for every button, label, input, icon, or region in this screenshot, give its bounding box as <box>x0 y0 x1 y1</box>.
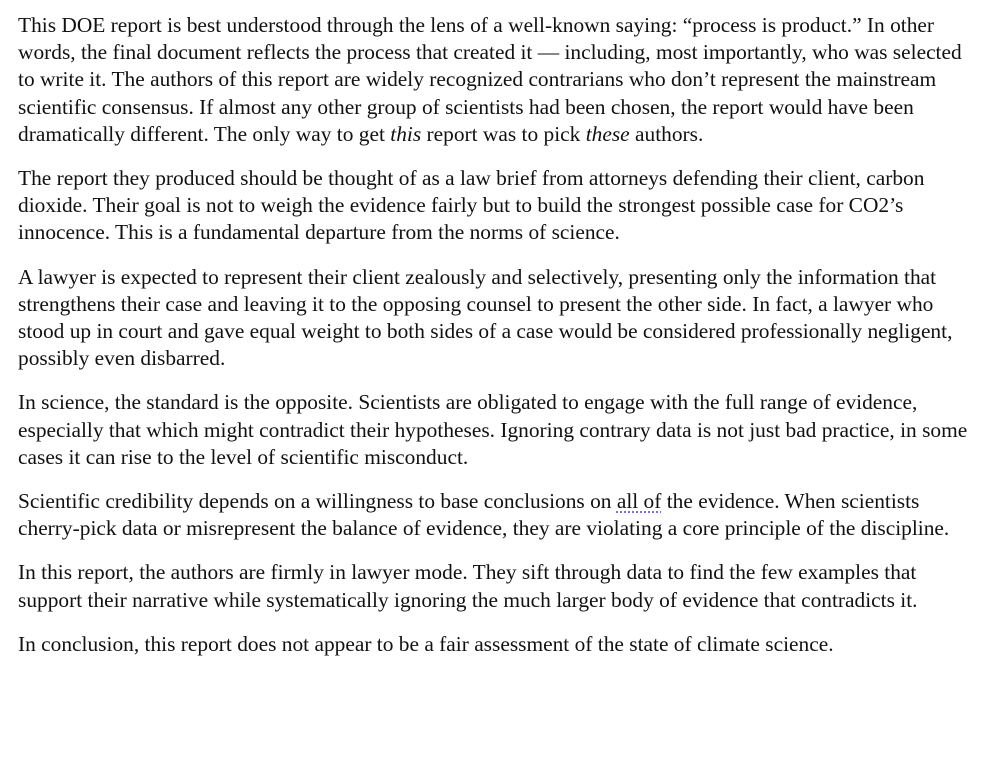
paragraph-7: In conclusion, this report does not appear to be a fair assessment of the state of climate science. <box>18 631 834 656</box>
paragraph-1-text-b: report was to pick <box>421 121 586 146</box>
grammar-suggestion-underline[interactable]: all of <box>616 489 662 514</box>
paragraph-1-text-a: This DOE report is best understood through the lens of a well-known saying: “process is product.” In other words, the final document reflects the process that created it — including, most importantly, who was selected to write it. The authors of this report are widely recognized contrarians who don’t represent the mainstream scientific consensus. If almost any other group of scientists had been chosen, the report would have been dramatically different. The only way to get <box>18 13 962 146</box>
emphasis-this: this <box>390 121 422 146</box>
paragraph-4: In science, the standard is the opposite. Scientists are obligated to engage with the full range of evidence, especially that which might contradict their hypotheses. Ignoring contrary data is not just bad practice, in some cases it can rise to the level of scientific misconduct. <box>18 390 968 469</box>
paragraph-1 <box>18 12 968 148</box>
paragraph-6: In this report, the authors are firmly in lawyer mode. They sift through data to find the few examples that support their narrative while systematically ignoring the much larger body of evidence that contradicts it. <box>18 560 918 612</box>
document-body[interactable] <box>18 12 968 658</box>
paragraph-2: The report they produced should be thought of as a law brief from attorneys defending their client, carbon dioxide. Their goal is not to weigh the evidence fairly but to build the strongest possible case for CO2’s innocence. This is a fundamental departure from the norms of science. <box>18 166 925 245</box>
paragraph-3: A lawyer is expected to represent their client zealously and selectively, presenting only the information that strengthens their case and leaving it to the opposing counsel to present the other side. In fact, a lawyer who stood up in court and gave equal weight to both sides of a case would be considered professionally negligent, possibly even disbarred. <box>18 264 953 371</box>
paragraph-5 <box>18 488 968 542</box>
paragraph-1-text-c: authors. <box>629 121 704 146</box>
emphasis-these: these <box>585 121 630 146</box>
paragraph-5-text-b: the evidence. When scientists cherry-pick data or misrepresent the balance of evidence, they are violating a core principle of the discipline. <box>18 489 950 541</box>
paragraph-5-text-a: Scientific credibility depends on a willingness to base conclusions on <box>18 489 617 514</box>
